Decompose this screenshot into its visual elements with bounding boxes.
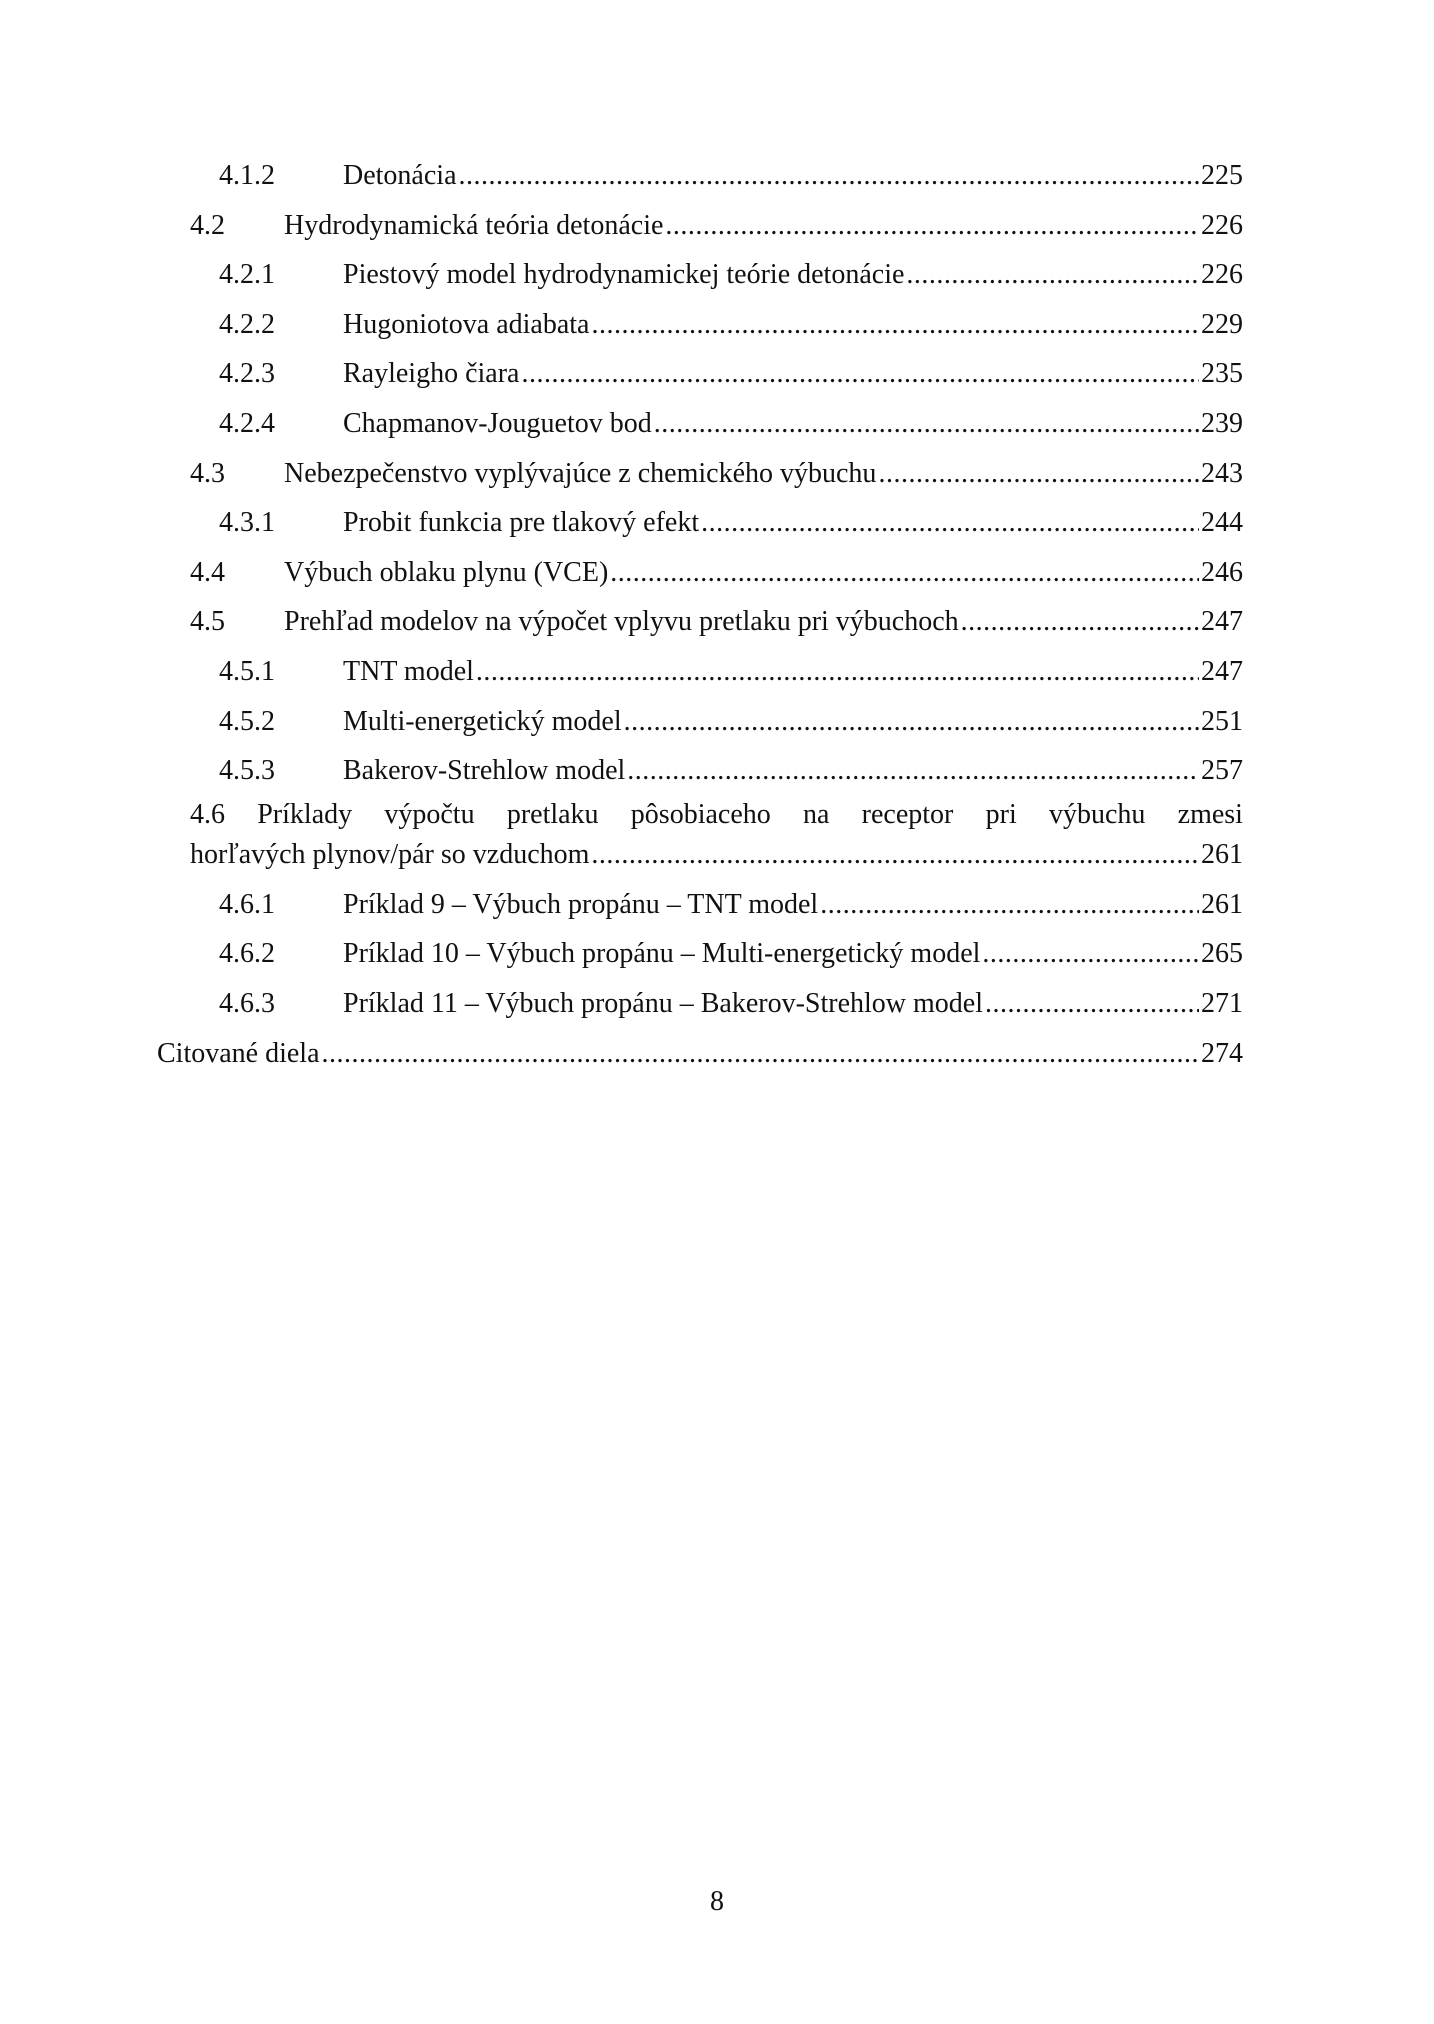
toc-entry-page: 239 [1201, 407, 1243, 439]
toc-entry-number: 4.2 [190, 209, 225, 241]
toc-entry-page: 247 [1201, 606, 1243, 638]
toc-entry-title-word: výpočtu [384, 798, 475, 830]
toc-entry-number: 4.5.1 [219, 655, 275, 687]
toc-entry-page: 225 [1201, 160, 1243, 191]
toc-entry-page: 226 [1201, 259, 1243, 291]
dot-leader [521, 349, 1199, 399]
dot-leader [985, 979, 1199, 1029]
dot-leader [982, 929, 1199, 979]
toc-entry[interactable] [157, 449, 1243, 499]
toc-entry-page: 265 [1201, 938, 1243, 970]
toc-entry[interactable] [157, 929, 1243, 979]
toc-entry[interactable] [157, 1029, 1243, 1079]
dot-leader [624, 697, 1199, 747]
toc-entry-title-word: pretlaku [506, 798, 599, 830]
toc-entry-page: 235 [1201, 358, 1243, 390]
toc-entry-number: 4.2.3 [219, 358, 275, 390]
toc-entry-number: 4.5 [190, 606, 225, 638]
toc-entry-title: Detonácia [343, 160, 457, 191]
toc-entry-title-word: pri [985, 798, 1017, 830]
toc-entry-title: Piestový model hydrodynamickej teórie detonácie [343, 259, 905, 291]
toc-entry-page: 261 [1201, 888, 1243, 920]
toc-entry-number: 4.4 [190, 556, 225, 588]
dot-leader [610, 548, 1199, 598]
toc-entry-page: 246 [1201, 556, 1243, 588]
table-of-contents [157, 151, 1243, 1078]
toc-entry-title: TNT model [343, 655, 474, 687]
toc-entry-number: 4.6 [190, 798, 225, 830]
dot-leader [476, 647, 1199, 697]
toc-entry-page: 257 [1201, 755, 1243, 787]
toc-entry-page: 251 [1201, 705, 1243, 737]
dot-leader [665, 201, 1199, 251]
toc-entry[interactable] [157, 697, 1243, 747]
toc-entry[interactable] [157, 300, 1243, 350]
dot-leader [627, 746, 1199, 796]
toc-entry-title: Príklad 9 – Výbuch propánu – TNT model [343, 888, 819, 920]
toc-entry[interactable] [157, 151, 1243, 201]
toc-entry-number: 4.6.3 [219, 987, 275, 1019]
toc-entry-page: 274 [1201, 1037, 1243, 1069]
toc-entry-page: 229 [1201, 308, 1243, 340]
toc-entry-title: Výbuch oblaku plynu (VCE) [284, 556, 609, 588]
toc-entry-title: Príklad 11 – Výbuch propánu – Bakerov-Strehlow model [343, 987, 984, 1019]
toc-entry-page: 271 [1201, 987, 1243, 1019]
toc-entry-number: 4.5.3 [219, 755, 275, 787]
toc-entry-title: Prehľad modelov na výpočet vplyvu pretlaku pri výbuchoch [284, 606, 959, 638]
toc-entry-number: 4.2.1 [219, 259, 275, 291]
toc-entry-number: 4.2.2 [219, 308, 275, 340]
toc-entry[interactable] [157, 349, 1243, 399]
toc-entry-title: Hugoniotova adiabata [343, 308, 590, 340]
toc-entry-title: Nebezpečenstvo vyplývajúce z chemického výbuchu [284, 457, 877, 489]
toc-entry-title: Rayleigho čiara [343, 358, 520, 390]
toc-entry[interactable] [157, 880, 1243, 930]
toc-entry-page: 226 [1201, 209, 1243, 241]
dot-leader [591, 300, 1199, 350]
toc-entry-number: 4.6.1 [219, 888, 275, 920]
toc-entry-title-word: pôsobiaceho [630, 798, 771, 830]
toc-entry-title-word: zmesi [1177, 798, 1243, 830]
toc-entry-title-word: na [803, 798, 830, 830]
toc-entry-number: 4.1.2 [219, 160, 275, 191]
dot-leader [878, 449, 1199, 499]
dot-leader [459, 151, 1200, 201]
dot-leader [961, 597, 1199, 647]
toc-entry[interactable] [157, 796, 1243, 880]
toc-entry[interactable] [157, 250, 1243, 300]
dot-leader [906, 250, 1199, 300]
dot-leader [322, 1029, 1199, 1079]
toc-entry-title-continued: horľavých plynov/pár so vzduchom [190, 838, 590, 870]
toc-entry-title-word: receptor [861, 798, 954, 830]
toc-entry-title: Probit funkcia pre tlakový efekt [343, 507, 700, 539]
toc-entry-title: Multi-energetický model [343, 705, 622, 737]
toc-entry-number: 4.2.4 [219, 407, 275, 439]
toc-entry-page: 247 [1201, 655, 1243, 687]
toc-entry[interactable] [157, 399, 1243, 449]
dot-leader [591, 830, 1199, 880]
toc-entry-number: 4.6.2 [219, 938, 275, 970]
toc-entry-title: Hydrodynamická teória detonácie [284, 209, 664, 241]
toc-entry[interactable] [157, 647, 1243, 697]
dot-leader [701, 498, 1199, 548]
toc-entry-page: 244 [1201, 507, 1243, 539]
toc-entry[interactable] [157, 746, 1243, 796]
toc-entry-number: 4.3 [190, 457, 225, 489]
toc-entry[interactable] [157, 548, 1243, 598]
toc-entry-page: 261 [1201, 838, 1243, 870]
toc-entry-title: Citované diela [157, 1037, 320, 1069]
toc-entry[interactable] [157, 597, 1243, 647]
page-number: 8 [710, 1886, 724, 1917]
toc-entry-title: Príklad 10 – Výbuch propánu – Multi-energetický model [343, 938, 981, 970]
toc-entry-number: 4.3.1 [219, 507, 275, 539]
toc-entry-title-word: Príklady [257, 798, 353, 830]
toc-entry-number: 4.5.2 [219, 705, 275, 737]
toc-entry-title: Bakerov-Strehlow model [343, 755, 626, 787]
toc-entry-title: Chapmanov-Jouguetov bod [343, 407, 652, 439]
toc-entry[interactable] [157, 498, 1243, 548]
toc-entry-title-word: výbuchu [1048, 798, 1146, 830]
toc-entry-page: 243 [1201, 457, 1243, 489]
toc-entry[interactable] [157, 979, 1243, 1029]
dot-leader [820, 880, 1199, 930]
dot-leader [654, 399, 1199, 449]
toc-entry[interactable] [157, 201, 1243, 251]
